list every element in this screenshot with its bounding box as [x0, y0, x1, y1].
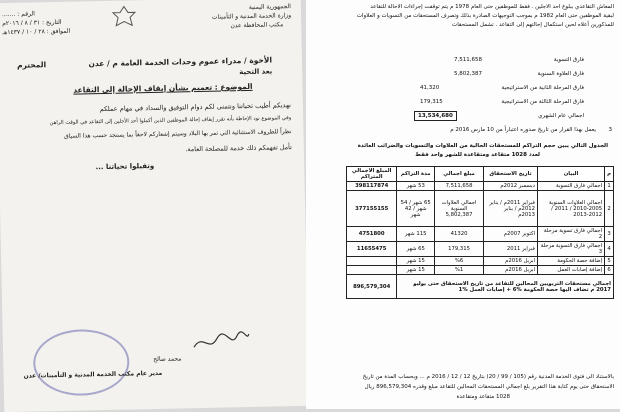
item-label-1: فارق التسوية [553, 57, 584, 63]
signer-name: محمد صالح [153, 355, 182, 364]
item-value-4: 179,315 [420, 99, 443, 105]
cell-index: 4 [605, 242, 614, 257]
subject: الموضوع : تعميم بشأن إيقاف الإحالة إلى التقاعد [73, 81, 253, 95]
note3-number: 3 [608, 127, 612, 133]
addressee: الأخوة / مدراء عموم وحدات الخدمة العامة م / عدن [88, 55, 273, 69]
cell-months: 115 شهر [397, 227, 435, 242]
header-right-3: مكتب المحافظة عدن [230, 21, 284, 30]
table-row [347, 191, 614, 227]
header-left-1: الرقم : ....... [1, 10, 35, 19]
cell-months: 15 شهر [397, 257, 435, 266]
cell-months: 15 شهر [397, 266, 435, 275]
item-value-3: 41,320 [420, 85, 440, 91]
cell-date: ابريل 2016م [484, 257, 538, 266]
cell-total [347, 257, 397, 266]
cell-months: 65 شهر [397, 242, 435, 257]
cell-label: اجمالي فارق التسوية [537, 182, 604, 191]
scanned-letter [0, 0, 309, 412]
grand-total-label: اجمالي مستحقات التربويين المحالين للتقاعد من تاريخ الاستحقاق حتى يوليو 2017 م تضاف اليها حصة الحكومة %6 + إصابات العمل %1 [397, 275, 614, 299]
signer-title: مدير عام مكتب الخدمة المدنية و التأمينات/ عدن [23, 369, 163, 380]
col-header-amount: مبلغ اجمالي [435, 167, 484, 182]
header-left-3: الموافق : ٢٨ / ١٠ / ١٤٣٧هـ [2, 27, 71, 37]
cell-date: فبراير 2011م / يناير 2012م / يناير 2013م [484, 191, 538, 227]
header-right-2: وزارة الخدمة المدنية و التأمينات [211, 12, 292, 21]
cell-date: اكتوبر 2007م [484, 227, 538, 242]
cell-amount: 179,315 [435, 242, 484, 257]
closing: وتقبلوا تحياتنا ... [95, 161, 155, 172]
table-row [347, 182, 614, 191]
cell-amount: 41320 [435, 227, 484, 242]
cell-index: 1 [605, 182, 614, 191]
table-row [347, 242, 614, 257]
cell-total: 398117874 [347, 182, 397, 191]
col-header-total: المبلغ الاجمالي المتراكم [347, 167, 397, 182]
col-header-index: م [605, 167, 614, 182]
col-header-label: البيان [537, 167, 604, 182]
republic-emblem-icon [111, 4, 137, 29]
cell-total: 11655475 [347, 242, 397, 257]
table-row [347, 227, 614, 242]
body-line-3: نظراً للظروف الاستثنائية التي تمر بها البلاد وسيتم إشعاركم لاحقاً بما يستجد حسب هذا السياق [64, 129, 292, 140]
cell-label: إضافة إصابات العمل [537, 266, 604, 275]
cell-label: إضافة حصة الحكومة [537, 257, 604, 266]
cell-label: اجمالي فارق تسوية مرحلة 2 [537, 227, 604, 242]
table-row [347, 257, 614, 266]
footer-line-1: بالاستناد الى فتوى الخدمة المدنية رقم (105 / 99 / 20) بتاريخ 12 / 12 / 2016 م ... وبحساب المدة من تاريخ [362, 374, 614, 380]
cell-total: 4751800 [347, 227, 397, 242]
item-label-4: فارق المرحلة الثالثة من الاستراتيجية [501, 99, 584, 105]
item-value-2: 5,802,387 [454, 71, 482, 77]
col-header-date: تاريخ الاستحقاق [484, 167, 538, 182]
col-header-months: مدة التراكم [397, 167, 435, 182]
header-left-2: التاريخ : ٣١ / ٨ / ٢٠١٦م [2, 18, 62, 28]
cell-date: ديسمبر 2012م [484, 182, 538, 191]
cell-index: 6 [605, 266, 614, 275]
cell-amount: %1 [435, 266, 484, 275]
cell-amount: %6 [435, 257, 484, 266]
accumulation-table [346, 166, 614, 299]
note3: يعمل بهذا القرار من تاريخ صدوره اعتباراً من 10 مارس 2016 م [450, 127, 596, 133]
respected: المحترم [16, 60, 47, 70]
cell-label: اجمالي العلاوات السنوية 2005-2010 / 2011 / 2012-2013 [537, 191, 604, 227]
report-page [306, 0, 620, 409]
cell-total: 377155155 [347, 191, 397, 227]
cell-amount: 7,511,658 [435, 182, 484, 191]
cell-index: 2 [605, 191, 614, 227]
cell-date: فبراير 2011 [484, 242, 538, 257]
cell-total [347, 266, 397, 275]
grand-total-row [347, 275, 614, 299]
cell-label: اجمالي فارق التسوية مرحلة 3 [537, 242, 604, 257]
monthly-total-label: اجمالي عام الشهري [538, 113, 584, 119]
footer-line-2: الاستحقاق حتى يوم كتابة هذا التقرير بلغ اجمالي المستحقات المحالين للتقاعد مبلغ وقدره 896,579,304 ريال [364, 384, 614, 390]
cell-months: 53 شهر [397, 182, 435, 191]
monthly-total-value: 13,534,680 [414, 111, 457, 121]
table-row [347, 266, 614, 275]
cell-amount: اجمالي العلاوات السنوية 5,802,387 [435, 191, 484, 227]
grand-total-value: 896,579,304 [347, 275, 397, 299]
item-label-2: فارق العلاوة السنوية [537, 71, 584, 77]
table-title-1: الجدول التالي يبين حجم التراكم للمستحقات الحالية من العلاوات والتسويات والضرائب العائدة [357, 143, 608, 149]
body-line-4: تأمل تفهمكم ذلك خدمة للمصلحة العامة. [185, 143, 292, 154]
item-label-3: فارق المرحلة الثانية من الاستراتيجية [501, 85, 584, 91]
greeting: بعد التحية [239, 67, 273, 77]
office-stamp [33, 329, 130, 397]
item-value-1: 7,511,658 [454, 57, 482, 63]
header-right-1: الجمهورية اليمنية [248, 3, 291, 11]
intro-line-1: المعاش التقاعدي ببلوغ احد الاجلين . فقط للموظفين حتى العام 1978 م يتم توقفت إجراءات الاحالة للتقاعد [370, 4, 614, 10]
cell-date: ابريل 2016م [484, 266, 538, 275]
body-line-1: نهديكم أطيب تحياتنا ونتمنى لكم دوام التوفيق والسداد في مهام عملكم [99, 101, 292, 114]
body-line-2: وفي الموضوع نود الإحاطة بأنه تقرر إيقاف إحالة الموظفين الذين أكملوا أحد الأجلين إلى التقاعد في الوقت الراهن [49, 115, 292, 127]
signature [191, 328, 252, 355]
cell-index: 3 [605, 227, 614, 242]
cell-index: 5 [605, 257, 614, 266]
footer-line-3: 1028 متقاعد ومتقاعدة [456, 394, 510, 400]
table-title-2: لعدد 1028 متقاعد ومتقاعدة للشهر واحد فقط [415, 152, 540, 158]
intro-line-2: لبقية الموظفين حتى العام 1982 م بموجب التوجيهات الصادرة بذلك وتصرف المستحقات من التسويات و العلاوات [356, 13, 614, 19]
intro-line-3: للمذكورين أعلاه لحين استكمال إحالتهم إلى التقاعد . تشمل المستحقات [452, 22, 614, 28]
cell-months: 65 شهر / 54 شهر / 42 شهر [397, 191, 435, 227]
